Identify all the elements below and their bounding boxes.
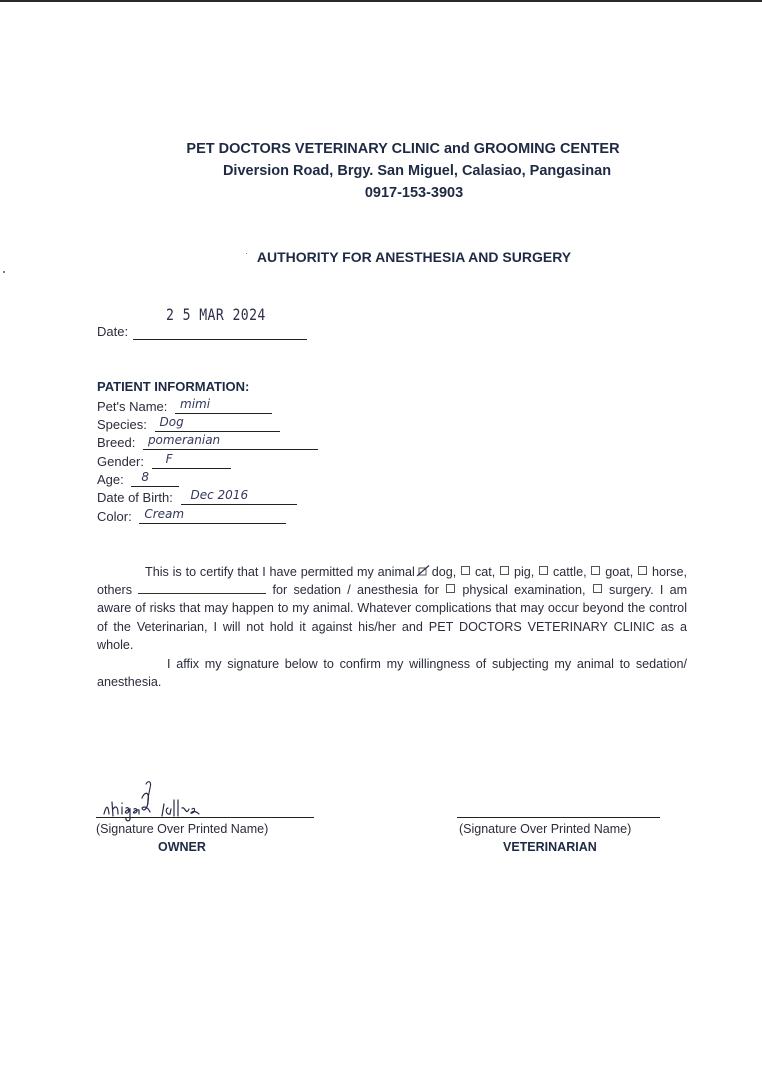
age-label: Age: <box>97 472 124 487</box>
option-goat-label: goat, <box>605 565 634 579</box>
pet-name-row <box>97 398 272 416</box>
option-cattle-label: cattle, <box>552 565 587 579</box>
option-cat-label: cat, <box>474 565 496 579</box>
others-blank-field[interactable] <box>138 582 266 594</box>
species-field[interactable]: Dog <box>155 416 280 432</box>
dob-label: Date of Birth: <box>97 490 173 505</box>
breed-row <box>97 434 318 452</box>
color-field[interactable]: Cream <box>139 508 286 524</box>
gender-row <box>97 453 231 471</box>
affirmation-paragraph: I affix my signature below to confirm my willingness of subjecting my animal to sedation/ anesthesia. <box>97 657 687 690</box>
vet-signature-caption: (Signature Over Printed Name) <box>459 822 632 836</box>
option-horse-label: horse, others <box>97 565 687 598</box>
patient-info-heading: PATIENT INFORMATION: <box>97 379 250 394</box>
owner-signature-caption: (Signature Over Printed Name) <box>96 822 269 836</box>
consent-text-purpose: for sedation / anesthesia for <box>272 583 439 598</box>
age-row <box>97 471 179 489</box>
checkbox-goat[interactable] <box>591 566 600 575</box>
color-label: Color: <box>97 509 132 524</box>
consent-text-risks: I am aware of risks that may happen to my animal. Whatever complications that may occur beyond the control of the Veterinarian, I will not hold it against his/her and PET DOCTORS VETERINARY CLINIC as a whole. <box>97 583 688 652</box>
checkbox-horse[interactable] <box>638 566 647 575</box>
clinic-address: Diversion Road, Brgy. San Miguel, Calasiao, Pangasinan <box>222 163 612 179</box>
checked-checkbox-icon[interactable] <box>416 565 430 577</box>
breed-field[interactable]: pomeranian <box>143 434 318 450</box>
date-label: Date: <box>97 324 129 339</box>
owner-signature-line[interactable] <box>96 817 314 818</box>
option-pig-label: pig, <box>513 565 535 579</box>
dob-row <box>97 489 297 507</box>
pet-name-field[interactable]: mimi <box>175 398 272 414</box>
checkbox-physical-exam[interactable] <box>446 584 455 593</box>
owner-signature-image <box>100 776 230 822</box>
dob-field[interactable]: Dec 2016 <box>181 489 297 505</box>
color-row <box>97 508 286 526</box>
clinic-phone: 0917-153-3903 <box>364 185 464 201</box>
species-row <box>97 416 280 434</box>
scan-speck <box>3 271 5 273</box>
option-dog-label: dog, <box>431 565 457 579</box>
gender-label: Gender: <box>97 454 144 469</box>
checkbox-surgery[interactable] <box>593 584 602 593</box>
scan-edge <box>0 0 762 2</box>
consent-paragraph <box>97 563 687 654</box>
option-exam-label: physical examination, <box>462 583 586 598</box>
date-stamp: 2 5 MAR 2024 <box>166 305 266 324</box>
clinic-name: PET DOCTORS VETERINARY CLINIC and GROOMING CENTER <box>186 141 620 157</box>
gender-field[interactable]: F <box>152 453 231 469</box>
option-surgery-label: surgery. <box>609 583 654 598</box>
age-field[interactable]: 8 <box>131 471 179 487</box>
vet-signature-line[interactable] <box>457 817 660 818</box>
breed-label: Breed: <box>97 435 136 450</box>
pet-name-label: Pet's Name: <box>97 399 168 414</box>
document-title: AUTHORITY FOR ANESTHESIA AND SURGERY <box>256 249 572 265</box>
checkbox-cat[interactable] <box>461 566 470 575</box>
checkbox-pig[interactable] <box>500 566 509 575</box>
checkbox-cattle[interactable] <box>539 566 548 575</box>
owner-role-label: OWNER <box>158 840 206 854</box>
vet-role-label: VETERINARIAN <box>503 840 597 854</box>
species-label: Species: <box>97 417 147 432</box>
date-field[interactable] <box>133 339 307 340</box>
consent-text-intro: This is to certify that I have permitted my animal <box>145 565 415 579</box>
